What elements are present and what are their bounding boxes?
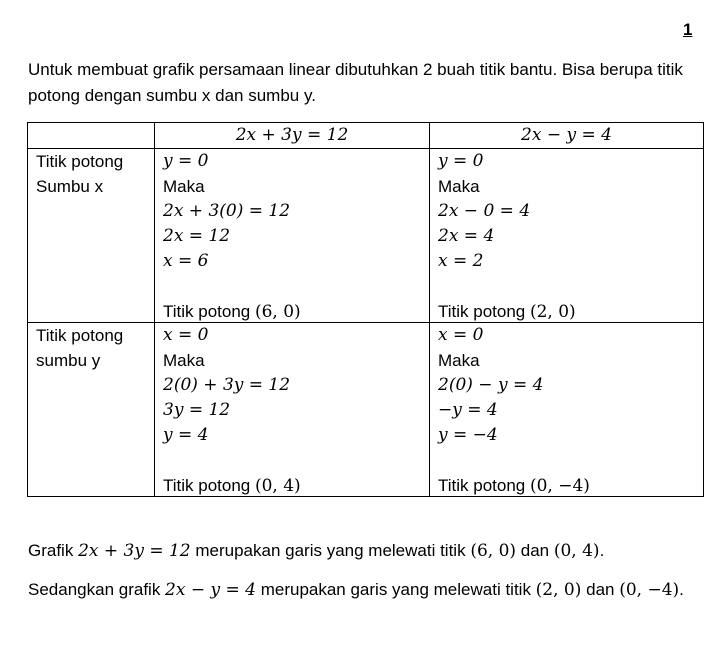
- result-label: Titik potong: [438, 476, 526, 495]
- math-line: −y = 4: [438, 400, 498, 420]
- result-line: [163, 299, 429, 324]
- table-header-row: [28, 123, 704, 149]
- result-point: (6, 0): [254, 302, 301, 322]
- table-cell: [430, 149, 704, 323]
- summary-sentence-1: [28, 538, 604, 564]
- row-label-y-intercept: Titik potong sumbu y: [28, 323, 155, 497]
- summary-text: .: [599, 541, 605, 560]
- math-line: 2x + 3(0) = 12: [163, 201, 291, 221]
- intercept-table: [27, 122, 704, 497]
- result-label: Titik potong: [438, 302, 526, 321]
- summary-text: .: [679, 580, 684, 599]
- math-line: y = −4: [438, 425, 498, 445]
- table-cell: [430, 323, 704, 497]
- summary-text: merupakan garis yang melewati titik: [255, 580, 536, 599]
- summary-sentence-2: [28, 576, 708, 604]
- math-line: y = 0: [163, 151, 209, 171]
- math-line: x = 0: [438, 325, 484, 345]
- table-cell: [155, 323, 430, 497]
- summary-text: merupakan garis yang melewati titik: [190, 541, 471, 560]
- result-line: [438, 473, 703, 498]
- intro-paragraph: Untuk membuat grafik persamaan linear dibutuhkan 2 buah titik bantu. Bisa berupa titik potong dengan sumbu x dan sumbu y.: [28, 60, 683, 105]
- table-header-empty: [28, 123, 155, 149]
- result-point: (0, −4): [529, 476, 590, 496]
- result-line: [438, 299, 703, 324]
- summary-point: (6, 0): [470, 541, 517, 561]
- math-line: 2(0) − y = 4: [438, 375, 544, 395]
- summary-equation: 2x + 3y = 12: [78, 541, 191, 561]
- summary-point: (0, 4): [553, 541, 600, 561]
- text-line: Maka: [438, 351, 480, 370]
- table-row-x-intercept: [28, 149, 704, 323]
- summary-point: (2, 0): [535, 580, 582, 600]
- table-cell: [155, 149, 430, 323]
- result-point: (2, 0): [529, 302, 576, 322]
- summary-equation: 2x − y = 4: [165, 580, 256, 600]
- math-line: y = 0: [438, 151, 484, 171]
- math-line: 2x = 4: [438, 226, 495, 246]
- result-line: [163, 473, 429, 498]
- table-row-y-intercept: [28, 323, 704, 497]
- math-line: 3y = 12: [163, 400, 231, 420]
- result-point: (0, 4): [254, 476, 301, 496]
- summary-text: Grafik: [28, 541, 79, 560]
- text-line: Maka: [438, 177, 480, 196]
- math-line: 2x = 12: [163, 226, 231, 246]
- result-label: Titik potong: [163, 476, 251, 495]
- summary-text: Sedangkan grafik: [28, 580, 166, 599]
- table-header-equation-2: 2x − y = 4: [430, 123, 704, 149]
- text-line: Maka: [163, 351, 205, 370]
- math-line: 2x − 0 = 4: [438, 201, 531, 221]
- summary-point: (0, −4): [619, 580, 680, 600]
- math-line: x = 2: [438, 251, 484, 271]
- table-header-equation-1: 2x + 3y = 12: [155, 123, 430, 149]
- row-label-x-intercept: Titik potong Sumbu x: [28, 149, 155, 323]
- summary-text: dan: [581, 580, 620, 599]
- math-line: y = 4: [163, 425, 209, 445]
- math-line: 2(0) + 3y = 12: [163, 375, 291, 395]
- math-line: x = 6: [163, 251, 209, 271]
- math-line: x = 0: [163, 325, 209, 345]
- summary-text: dan: [516, 541, 554, 560]
- page-number: 1: [683, 20, 693, 39]
- result-label: Titik potong: [163, 302, 251, 321]
- text-line: Maka: [163, 177, 205, 196]
